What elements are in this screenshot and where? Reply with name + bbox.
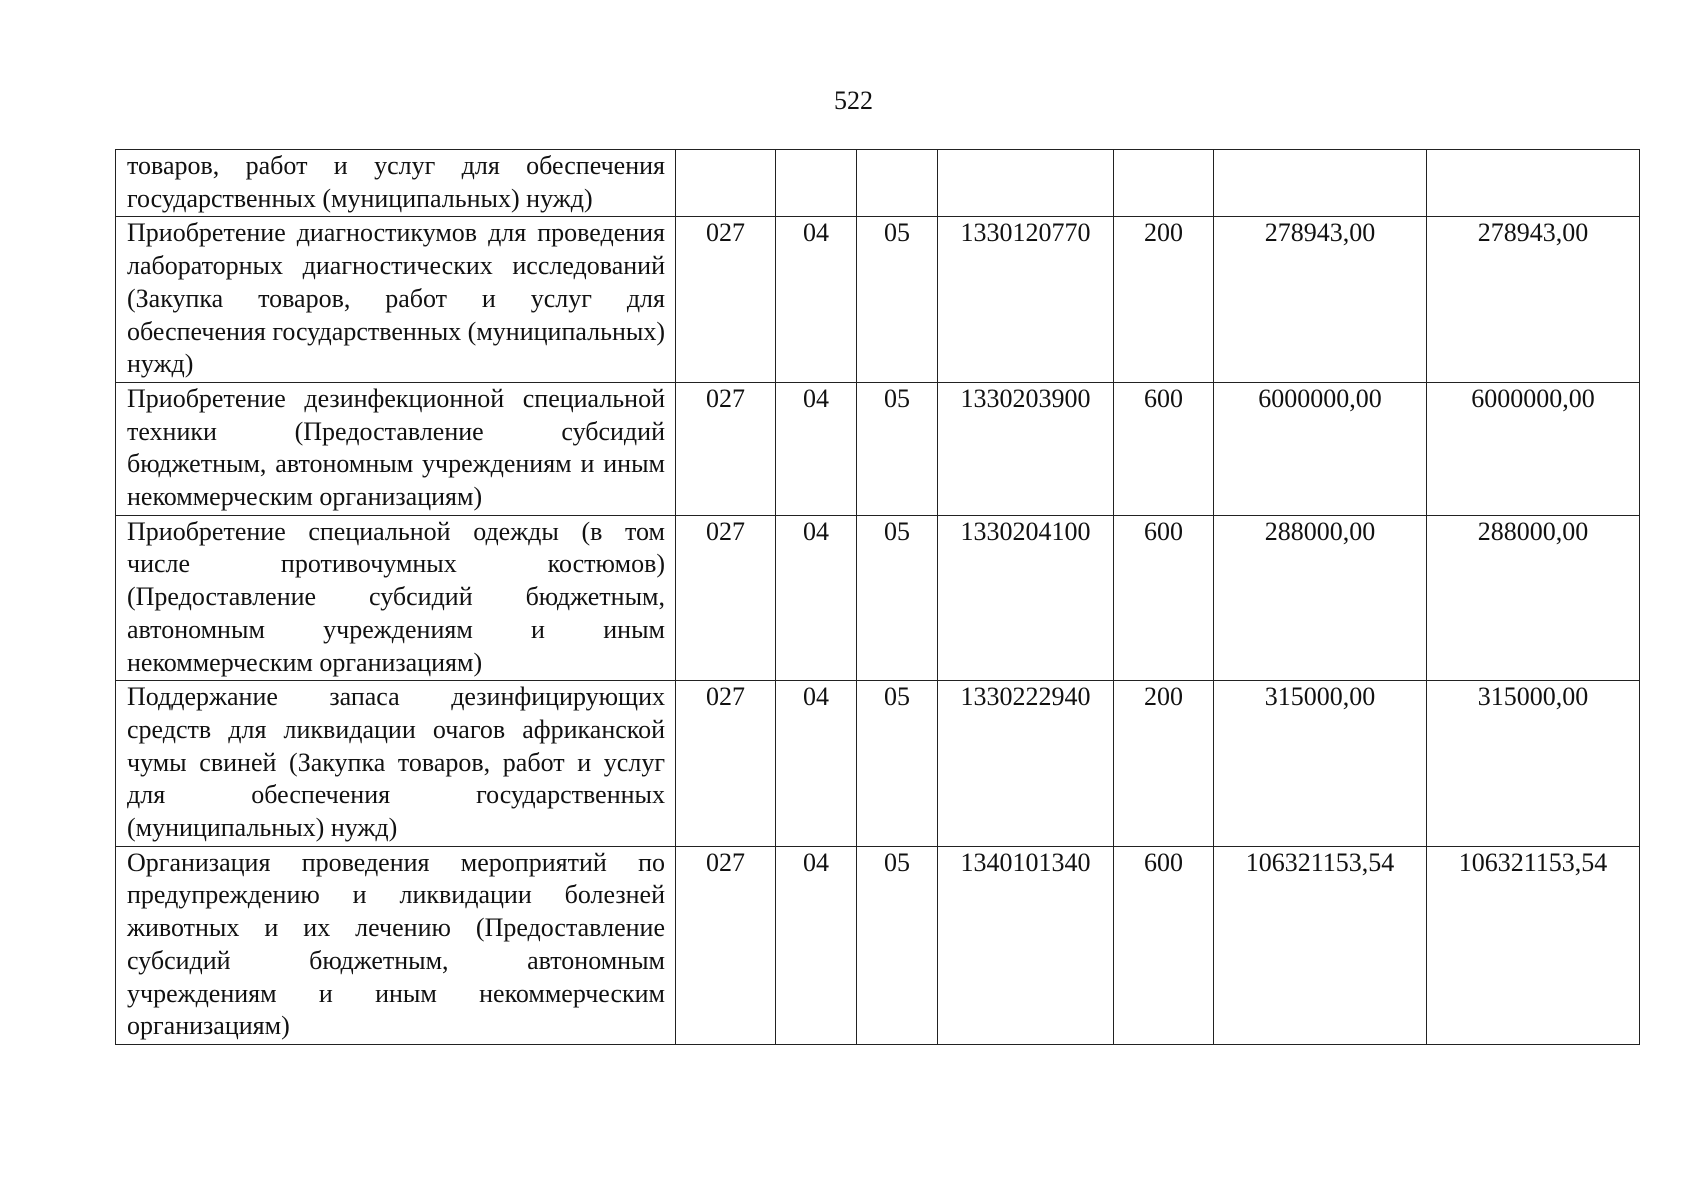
- page-number: 522: [834, 86, 873, 115]
- table-row: [116, 150, 1640, 217]
- subsection-code: 05: [857, 681, 938, 847]
- expense-type-code: 200: [1114, 681, 1214, 847]
- sum-year-2: 278943,00: [1427, 217, 1640, 383]
- section-code: 04: [776, 681, 857, 847]
- ministry-code: [676, 150, 776, 217]
- sum-year-2: 288000,00: [1427, 515, 1640, 681]
- expense-type-code: 600: [1114, 515, 1214, 681]
- section-code: [776, 150, 857, 217]
- sum-year-1: 288000,00: [1214, 515, 1427, 681]
- row-description: Поддержание запаса дезинфицирующих средств для ликвидации очагов африканской чумы свиней (Закупка товаров, работ и услуг для обеспечения государственных (муниципальных) нужд): [116, 681, 676, 847]
- row-description: Организация проведения мероприятий по предупреждению и ликвидации болезней животных и их лечению (Предоставление субсидий бюджетным, автономным учреждениям и иным некоммерческим организациям): [116, 846, 676, 1044]
- sum-year-1: 315000,00: [1214, 681, 1427, 847]
- sum-year-2: 6000000,00: [1427, 382, 1640, 515]
- section-code: 04: [776, 217, 857, 383]
- subsection-code: 05: [857, 217, 938, 383]
- section-code: 04: [776, 515, 857, 681]
- target-article-code: 1340101340: [938, 846, 1114, 1044]
- sum-year-2: [1427, 150, 1640, 217]
- sum-year-2: 315000,00: [1427, 681, 1640, 847]
- table-row: [116, 217, 1640, 383]
- ministry-code: 027: [676, 217, 776, 383]
- section-code: 04: [776, 382, 857, 515]
- expense-type-code: 600: [1114, 846, 1214, 1044]
- row-description: Приобретение дезинфекционной специальной техники (Предоставление субсидий бюджетным, автономным учреждениям и иным некоммерческим организациям): [116, 382, 676, 515]
- ministry-code: 027: [676, 681, 776, 847]
- row-description: Приобретение диагностикумов для проведения лабораторных диагностических исследований (Закупка товаров, работ и услуг для обеспечения государственных (муниципальных) нужд): [116, 217, 676, 383]
- subsection-code: 05: [857, 846, 938, 1044]
- sum-year-1: 106321153,54: [1214, 846, 1427, 1044]
- target-article-code: 1330120770: [938, 217, 1114, 383]
- table-row: [116, 515, 1640, 681]
- row-description: Приобретение специальной одежды (в том числе противочумных костюмов) (Предоставление субсидий бюджетным, автономным учреждениям и иным некоммерческим организациям): [116, 515, 676, 681]
- table-row: [116, 846, 1640, 1044]
- budget-table: [115, 149, 1640, 1045]
- target-article-code: 1330222940: [938, 681, 1114, 847]
- subsection-code: 05: [857, 515, 938, 681]
- sum-year-1: [1214, 150, 1427, 217]
- sum-year-1: 278943,00: [1214, 217, 1427, 383]
- ministry-code: 027: [676, 515, 776, 681]
- row-description: товаров, работ и услуг для обеспечения государственных (муниципальных) нужд): [116, 150, 676, 217]
- expense-type-code: [1114, 150, 1214, 217]
- sum-year-2: 106321153,54: [1427, 846, 1640, 1044]
- table-row: [116, 382, 1640, 515]
- expense-type-code: 600: [1114, 382, 1214, 515]
- target-article-code: [938, 150, 1114, 217]
- target-article-code: 1330203900: [938, 382, 1114, 515]
- sum-year-1: 6000000,00: [1214, 382, 1427, 515]
- subsection-code: 05: [857, 382, 938, 515]
- table-row: [116, 681, 1640, 847]
- subsection-code: [857, 150, 938, 217]
- section-code: 04: [776, 846, 857, 1044]
- ministry-code: 027: [676, 846, 776, 1044]
- expense-type-code: 200: [1114, 217, 1214, 383]
- ministry-code: 027: [676, 382, 776, 515]
- target-article-code: 1330204100: [938, 515, 1114, 681]
